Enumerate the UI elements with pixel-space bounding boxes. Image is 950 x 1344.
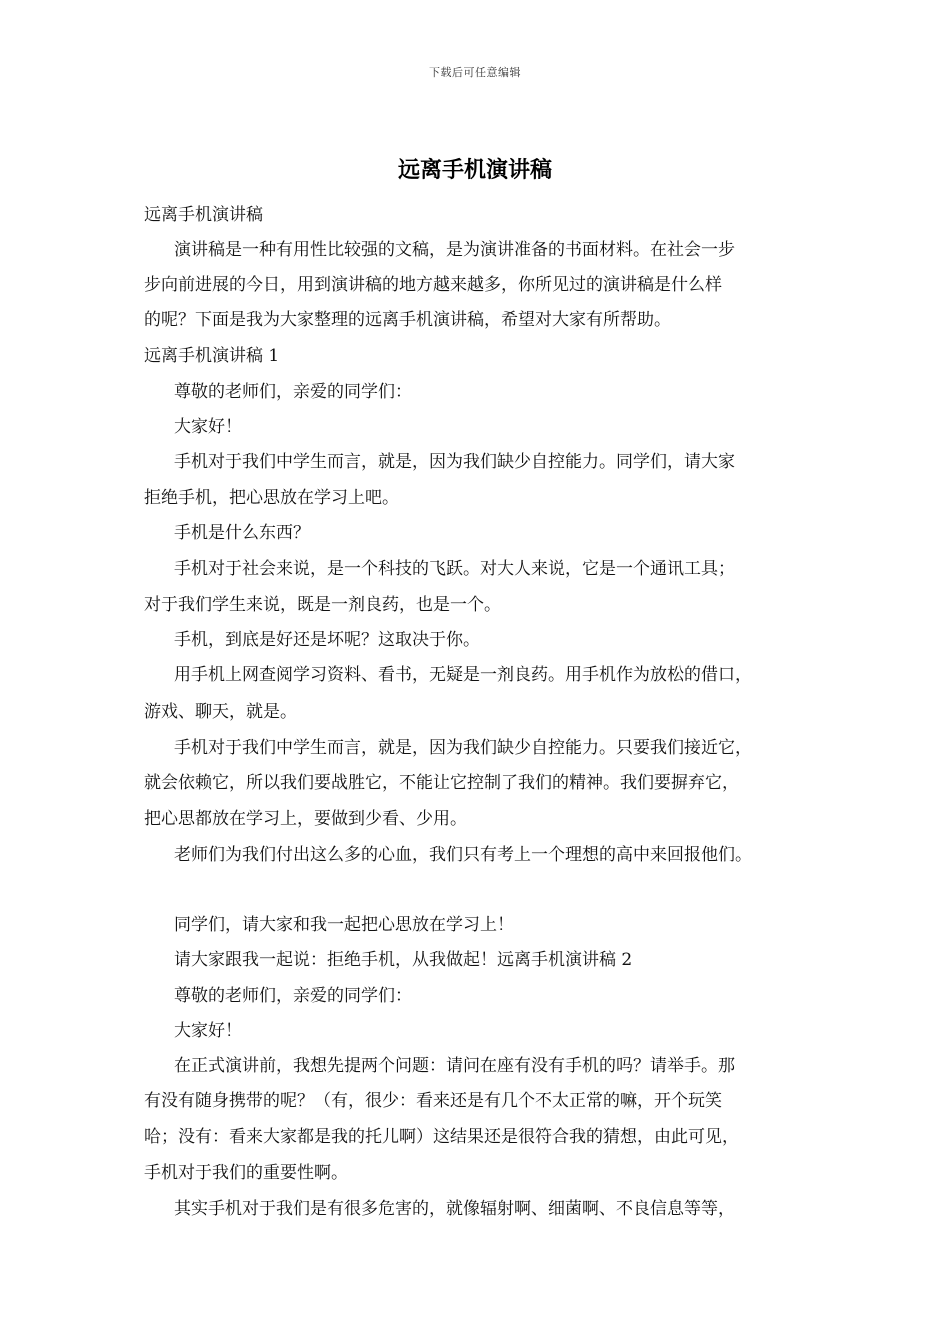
paragraph-line: 大家好！ bbox=[174, 1021, 242, 1041]
paragraph-line: 用手机上网查阅学习资料、看书，无疑是一剂良药。用手机作为放松的借口， bbox=[174, 665, 752, 685]
paragraph-line: 尊敬的老师们，亲爱的同学们： bbox=[174, 382, 412, 402]
paragraph-line: 手机对于我们中学生而言，就是，因为我们缺少自控能力。同学们，请大家 bbox=[174, 452, 735, 472]
paragraph-line: 步向前进展的今日，用到演讲稿的地方越来越多，你所见过的演讲稿是什么样 bbox=[144, 275, 722, 295]
paragraph-line: 游戏、聊天，就是。 bbox=[144, 702, 297, 722]
paragraph-line: 手机对于我们的重要性啊。 bbox=[144, 1163, 348, 1183]
page-header: 下载后可任意编辑 bbox=[429, 66, 521, 79]
paragraph-line: 的呢？下面是我为大家整理的远离手机演讲稿，希望对大家有所帮助。 bbox=[144, 310, 671, 330]
paragraph-line: 手机对于我们中学生而言，就是，因为我们缺少自控能力。只要我们接近它， bbox=[174, 738, 752, 758]
paragraph-line: 手机对于社会来说，是一个科技的飞跃。对大人来说，它是一个通讯工具； bbox=[174, 559, 735, 579]
paragraph-line: 尊敬的老师们，亲爱的同学们： bbox=[174, 986, 412, 1006]
paragraph-line: 有没有随身携带的呢？（有，很少：看来还是有几个不太正常的嘛，开个玩笑 bbox=[144, 1091, 722, 1111]
paragraph-line: 其实手机对于我们是有很多危害的，就像辐射啊、细菌啊、不良信息等等， bbox=[174, 1199, 735, 1219]
subtitle-line: 远离手机演讲稿 bbox=[144, 205, 263, 225]
section-heading: 远离手机演讲稿 1 bbox=[144, 346, 280, 366]
paragraph-line: 演讲稿是一种有用性比较强的文稿，是为演讲准备的书面材料。在社会一步 bbox=[174, 240, 735, 260]
paragraph-line: 大家好！ bbox=[174, 417, 242, 437]
paragraph-line: 手机是什么东西？ bbox=[174, 523, 310, 543]
paragraph-line: 拒绝手机，把心思放在学习上吧。 bbox=[144, 488, 399, 508]
paragraph-line: 老师们为我们付出这么多的心血，我们只有考上一个理想的高中来回报他们。 bbox=[174, 845, 752, 865]
paragraph-line: 同学们，请大家和我一起把心思放在学习上！ bbox=[174, 915, 514, 935]
paragraph-line: 把心思都放在学习上，要做到少看、少用。 bbox=[144, 809, 467, 829]
paragraph-line: 请大家跟我一起说：拒绝手机，从我做起！远离手机演讲稿 2 bbox=[174, 950, 633, 970]
paragraph-line: 手机，到底是好还是坏呢？这取决于你。 bbox=[174, 630, 480, 650]
document-title: 远离手机演讲稿 bbox=[397, 157, 552, 183]
paragraph-line: 哈；没有：看来大家都是我的托儿啊）这结果还是很符合我的猜想，由此可见， bbox=[144, 1127, 739, 1147]
paragraph-line: 就会依赖它，所以我们要战胜它，不能让它控制了我们的精神。我们要摒弃它， bbox=[144, 773, 739, 793]
paragraph-line: 对于我们学生来说，既是一剂良药，也是一个。 bbox=[144, 595, 501, 615]
paragraph-line: 在正式演讲前，我想先提两个问题：请问在座有没有手机的吗？请举手。那 bbox=[174, 1056, 735, 1076]
